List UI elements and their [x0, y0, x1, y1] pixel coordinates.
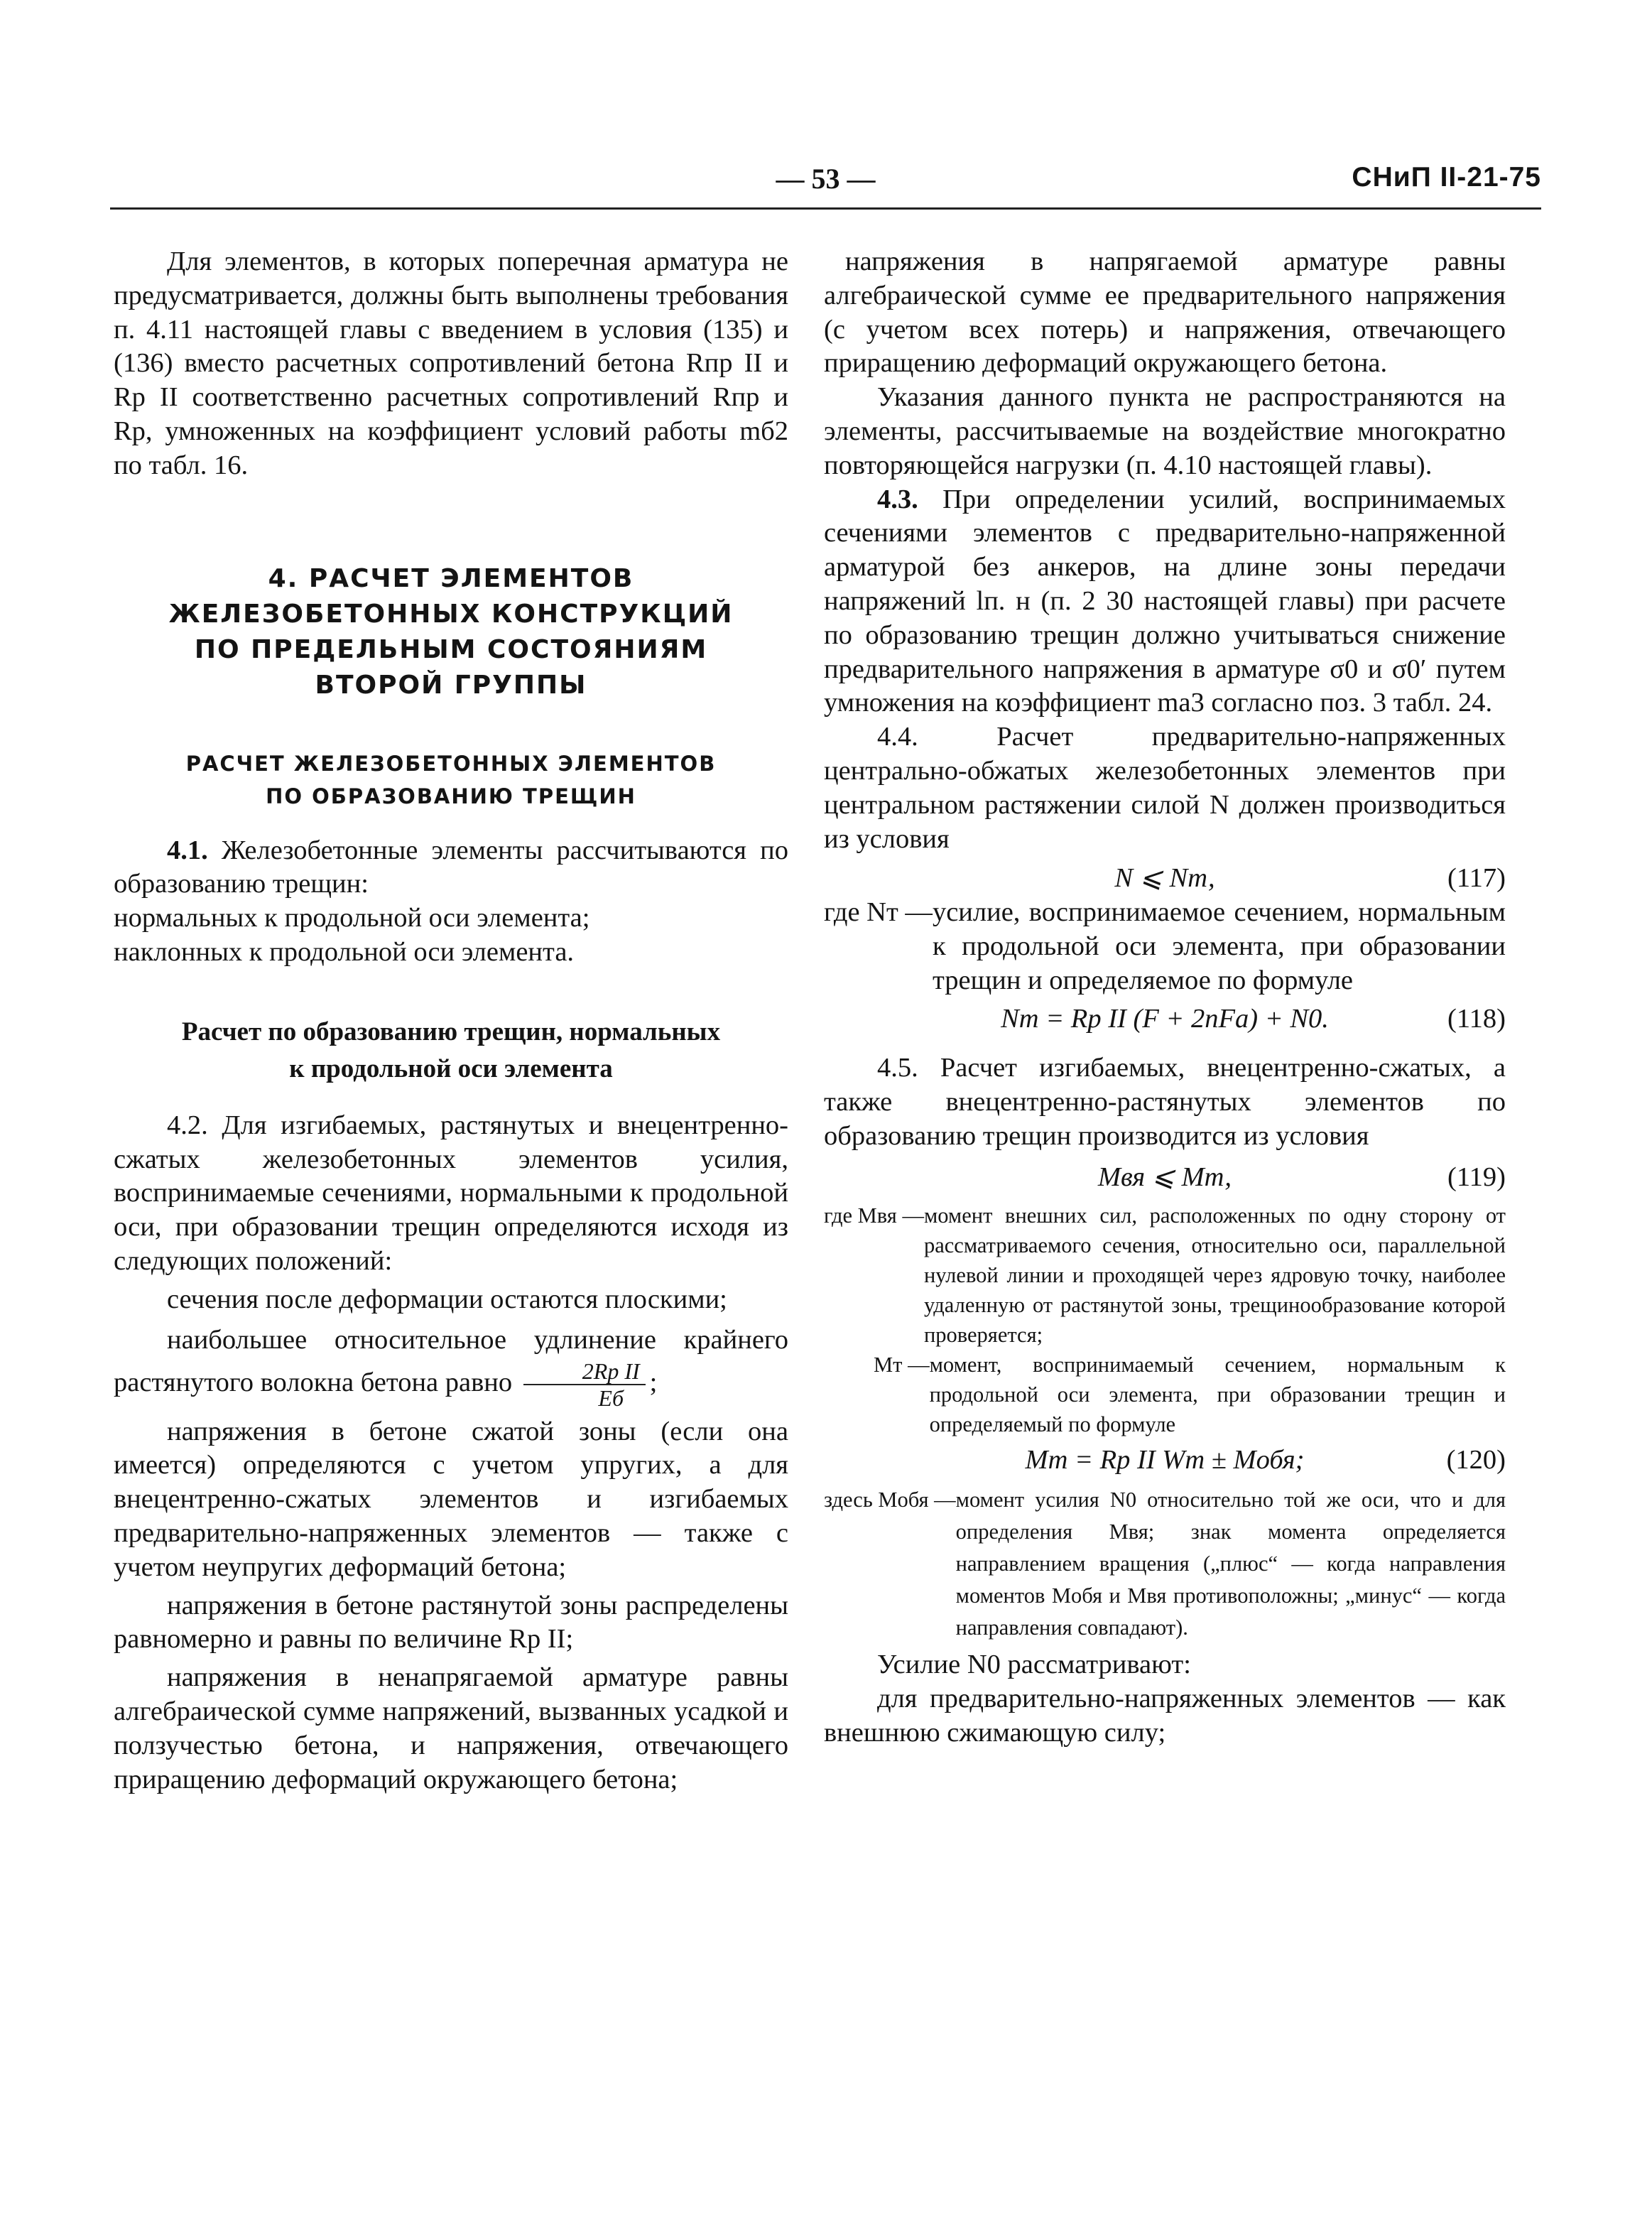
header-rule — [110, 207, 1541, 210]
paragraph: Усилие N0 рассматривают: — [877, 1650, 1191, 1680]
clause-number: 4.3. — [877, 484, 918, 514]
legend-text: момент, воспринимаемый сечением, нормальным к продольной оси элемента, при образовании трещин и определяемый по формуле — [929, 1352, 1506, 1436]
formula-legend — [824, 1484, 1506, 1644]
formula-118 — [824, 1002, 1506, 1036]
section-title-line: ЖЕЛЕЗОБЕТОННЫХ КОНСТРУКЦИЙ — [168, 599, 734, 629]
formula-expression: Mт = Rр II Wт ± Mобя; — [1025, 1444, 1305, 1475]
clause-text: Железобетонные элементы рассчитываются по образованию трещин: — [114, 835, 788, 899]
subsection-title-line: ПО ОБРАЗОВАНИЮ ТРЕЩИН — [266, 784, 636, 808]
formula-number: (120) — [1446, 1444, 1506, 1475]
legend-text: момент внешних сил, расположенных по одну сторону от рассматриваемого сечения, относительно оси, параллельной нулевой линии и проходящей через ядровую точку, наиболее удаленную от растянутой зоны, трещинообразование которой проверяется; — [923, 1203, 1506, 1347]
heading — [114, 1014, 788, 1088]
paragraph: для предварительно-напряженных элементов — как внешнюю сжимающую силу; — [824, 1684, 1506, 1748]
list-item: напряжения в ненапрягаемой арматуре равны алгебраической сумме напряжений, вызванных усадкой и ползучестью бетона, и напряжения, отвечающего приращению деформаций окружающего бетона; — [114, 1662, 788, 1794]
subsection-title — [114, 747, 788, 813]
legend-symbol: здесь Mобя — — [824, 1488, 956, 1512]
formula-legend — [824, 1201, 1506, 1350]
paragraph: Для элементов, в которых поперечная арматура не предусматривается, должны быть выполнены требования п. 4.11 настоящей главы с введением в условия (135) и (136) вместо расчетных сопротивлений бетона Rпр II и Rр II соответственно расчетных сопротивлений Rпр и Rр, умноженных на коэффициент условий работы mб2 по табл. 16. — [114, 247, 788, 480]
left-column — [114, 245, 788, 1797]
formula-expression: N ⩽ Nт, — [1114, 863, 1215, 894]
right-column — [824, 245, 1506, 1750]
formula-120 — [824, 1444, 1506, 1478]
heading-line: Расчет по образованию трещин, нормальных — [181, 1017, 721, 1046]
list-item: сечения после деформации остаются плоскими; — [167, 1284, 727, 1314]
clause-number: 4.1. — [167, 835, 208, 865]
section-title-line: ПО ПРЕДЕЛЬНЫМ СОСТОЯНИЯМ — [194, 634, 708, 664]
formula-number: (117) — [1447, 863, 1506, 894]
formula-expression: Mвя ⩽ Mт, — [1097, 1162, 1232, 1192]
legend-symbol: Mт — — [874, 1352, 930, 1377]
paragraph-4-4: 4.4. Расчет предварительно-напряженных центрально-обжатых железобетонных элементов при центральном растяжении силой N должен производиться из условия — [824, 722, 1506, 854]
list-item: наклонных к продольной оси элемента. — [114, 936, 575, 967]
section-title — [114, 561, 788, 703]
formula-number: (118) — [1447, 1003, 1506, 1034]
fraction — [523, 1358, 646, 1411]
section-title-line: 4. РАСЧЕТ ЭЛЕМЕНТОВ — [268, 563, 634, 593]
page-number: — 53 — — [776, 163, 876, 195]
fraction-denominator: Eб — [598, 1385, 624, 1411]
legend-text: момент усилия N0 относительно той же оси, что и для определения Mвя; знак момента определяется направлением вращения („плюс“ — когда направления моментов Mобя и Mвя противоположны; „минус“ — когда направления совпадают). — [955, 1488, 1506, 1640]
paragraph-4-5: 4.5. Расчет изгибаемых, внецентренно-сжатых, а также внецентренно-растянутых элементов по образованию трещин производится из условия — [824, 1053, 1506, 1151]
formula-number: (119) — [1447, 1162, 1506, 1192]
legend-text: усилие, воспринимаемое сечением, нормальным к продольной оси элемента, при образовании трещин и определяемое по формуле — [932, 897, 1506, 995]
spacer — [114, 483, 788, 548]
paragraph-4-1 — [114, 834, 788, 902]
paragraph-4-3 — [824, 483, 1506, 721]
page-header — [110, 162, 1541, 205]
clause-text: При определении усилий, воспринимаемых сечениями элементов с предварительно-напряженной арматурой без анкеров, на длине зоны передачи напряжений lп. н (п. 2 30 настоящей главы) при расчете по образованию трещин должно учитываться снижение предварительного напряжения в арматуре σ0 и σ0′ путем умножения на коэффициент mа3 согласно поз. 3 табл. 24. — [824, 484, 1506, 718]
section-title-line: ВТОРОЙ ГРУППЫ — [315, 670, 587, 700]
formula-expression: Nт = Rр II (F + 2nFа) + N0. — [1001, 1003, 1329, 1034]
formula-legend — [824, 896, 1506, 997]
subsection-title-line: РАСЧЕТ ЖЕЛЕЗОБЕТОННЫХ ЭЛЕМЕНТОВ — [185, 751, 717, 776]
punctuation: ; — [649, 1367, 658, 1397]
formula-119 — [824, 1161, 1506, 1195]
list-item — [114, 1321, 788, 1411]
paragraph: напряжения в напрягаемой арматуре равны алгебраической сумме ее предварительного напряжения (с учетом всех потерь) и напряжения, отвечающего приращению деформаций окружающего бетона. — [824, 247, 1506, 379]
legend-symbol: где Mвя — — [824, 1203, 924, 1228]
formula-legend — [824, 1350, 1506, 1439]
list-item: напряжения в бетоне сжатой зоны (если она имеется) определяются с учетом упругих, а для внецентренно-сжатых элементов и изгибаемых предварительно-напряженных элементов — также с учетом неупругих деформаций бетона; — [114, 1416, 788, 1582]
paragraph-4-2: 4.2. Для изгибаемых, растянутых и внецентренно-сжатых железобетонных элементов усилия, воспринимаемые сечениями, нормальными к продольной оси, при образовании трещин определяются исходя из следующих положений: — [114, 1110, 788, 1276]
formula-117 — [824, 862, 1506, 896]
list-item: напряжения в бетоне растянутой зоны распределены равномерно и равны по величине Rр II; — [114, 1590, 788, 1655]
fraction-numerator: 2Rр II — [523, 1358, 646, 1385]
list-item: нормальных к продольной оси элемента; — [114, 903, 590, 933]
document-code: СНиП II-21-75 — [1352, 162, 1541, 193]
paragraph: Указания данного пункта не распространяются на элементы, рассчитываемые на воздействие многократно повторяющейся нагрузки (п. 4.10 настоящей главы). — [824, 382, 1506, 480]
list-item-text: наибольшее относительное удлинение крайнего растянутого волокна бетона равно — [114, 1324, 788, 1397]
heading-line: к продольной оси элемента — [289, 1054, 613, 1083]
legend-symbol: где Nт — — [824, 897, 933, 928]
